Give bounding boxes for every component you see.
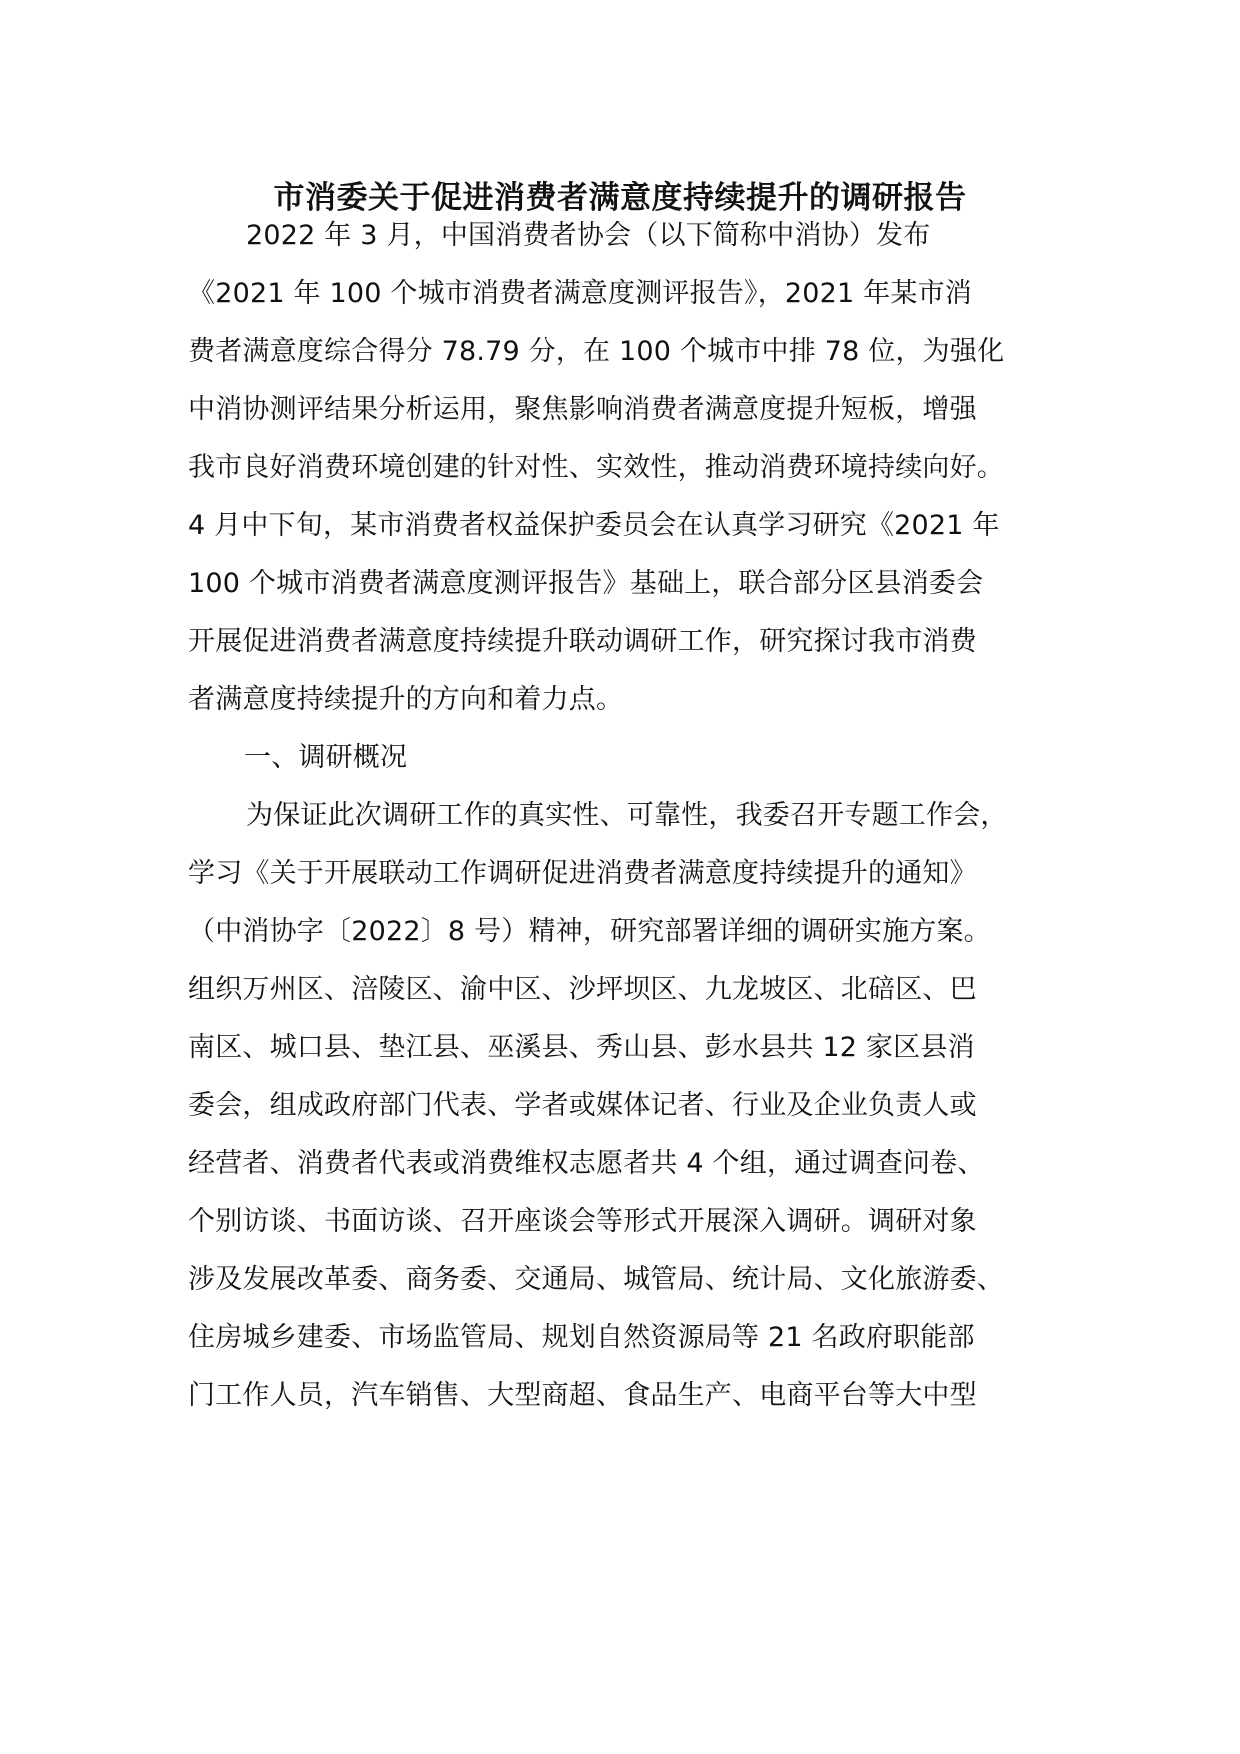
paragraph-line: 《2021 年 100 个城市消费者满意度测评报告》，2021 年某市消 xyxy=(188,278,972,309)
paragraph-line: 经营者、消费者代表或消费维权志愿者共 4 个组，通过调查问卷、 xyxy=(188,1148,985,1179)
paragraph-line: 100 个城市消费者满意度测评报告》基础上，联合部分区县消委会 xyxy=(188,568,984,599)
paragraph-line: 我市良好消费环境创建的针对性、实效性，推动消费环境持续向好。 xyxy=(188,452,1004,483)
paragraph-line: 个别访谈、书面访谈、召开座谈会等形式开展深入调研。调研对象 xyxy=(188,1206,977,1237)
paragraph-line: 为保证此次调研工作的真实性、可靠性，我委召开专题工作会， xyxy=(246,800,1008,831)
paragraph-line: 2022 年 3 月，中国消费者协会（以下简称中消协）发布 xyxy=(246,220,931,251)
paragraph-line: 费者满意度综合得分 78.79 分，在 100 个城市中排 78 位，为强化 xyxy=(188,336,1005,367)
paragraph-line: 涉及发展改革委、商务委、交通局、城管局、统计局、文化旅游委、 xyxy=(188,1264,1004,1295)
paragraph-line: 住房城乡建委、市场监管局、规划自然资源局等 21 名政府职能部 xyxy=(188,1322,975,1353)
paragraph-line: 南区、城口县、垫江县、巫溪县、秀山县、彭水县共 12 家区县消 xyxy=(188,1032,975,1063)
paragraph-line: 门工作人员，汽车销售、大型商超、食品生产、电商平台等大中型 xyxy=(188,1380,977,1411)
paragraph-line: 中消协测评结果分析运用，聚焦影响消费者满意度提升短板，增强 xyxy=(188,394,977,425)
paragraph-line: 委会，组成政府部门代表、学者或媒体记者、行业及企业负责人或 xyxy=(188,1090,977,1121)
paragraph-line: 者满意度持续提升的方向和着力点。 xyxy=(188,684,624,715)
paragraph-line: （中消协字〔2022〕8 号）精神，研究部署详细的调研实施方案。 xyxy=(188,916,991,947)
paragraph-line: 学习《关于开展联动工作调研促进消费者满意度持续提升的通知》 xyxy=(188,858,977,889)
paragraph-line: 组织万州区、涪陵区、渝中区、沙坪坝区、九龙坡区、北碚区、巴 xyxy=(188,974,977,1005)
section-heading: 一、调研概况 xyxy=(244,742,408,773)
paragraph-line: 开展促进消费者满意度持续提升联动调研工作，研究探讨我市消费 xyxy=(188,626,977,657)
document-title: 市消委关于促进消费者满意度持续提升的调研报告 xyxy=(273,180,967,216)
paragraph-line: 4 月中下旬，某市消费者权益保护委员会在认真学习研究《2021 年 xyxy=(188,510,1000,541)
